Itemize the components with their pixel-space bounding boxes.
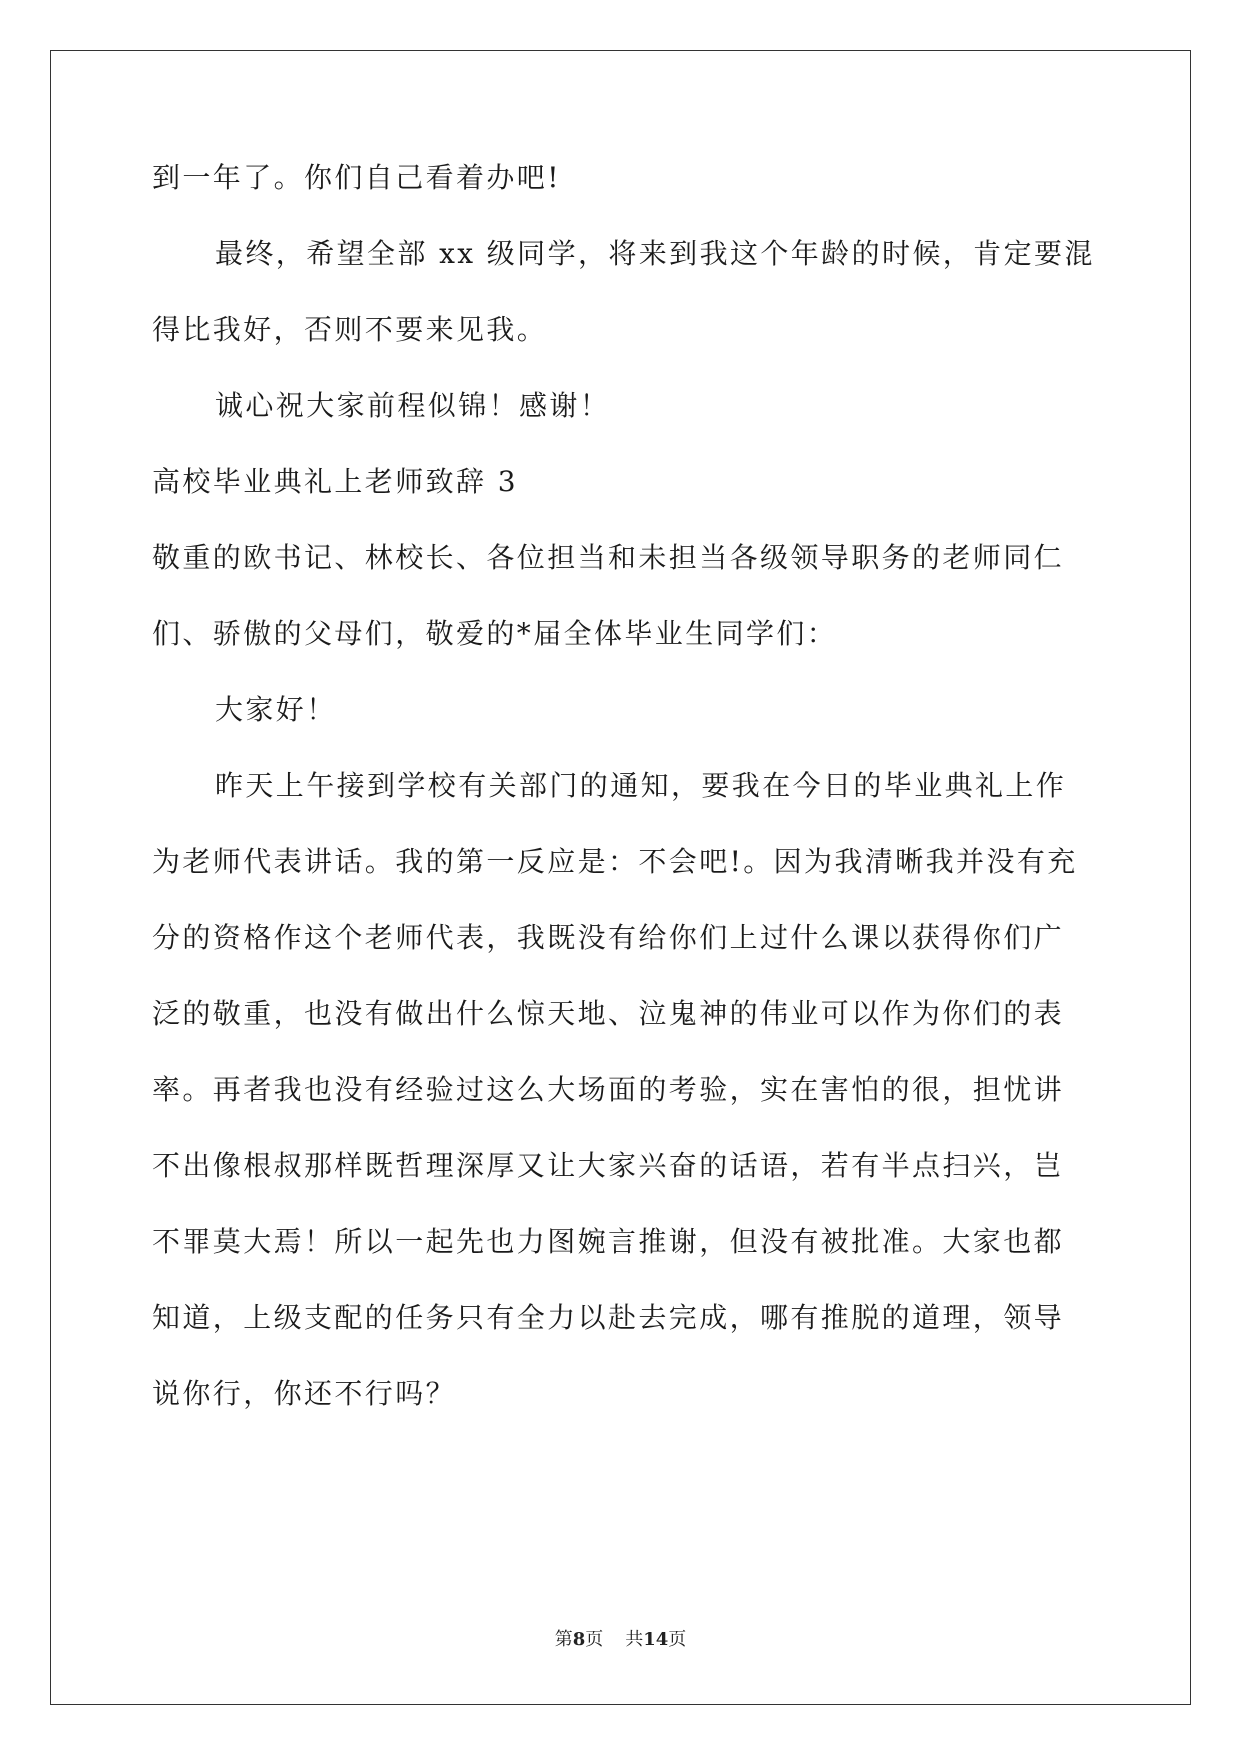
text-line: 到一年了。你们自己看着办吧! (152, 161, 561, 194)
paragraph-start: 昨天上午接到学校有关部门的通知，要我在今日的毕业典礼上作 (215, 769, 1067, 802)
text-line: 为老师代表讲话。我的第一反应是：不会吧!。因为我清晰我并没有充 (152, 845, 1078, 878)
text-line: 知道，上级支配的任务只有全力以赴去完成，哪有推脱的道理，领导 (152, 1301, 1065, 1334)
text-line: 不出像根叔那样既哲理深厚又让大家兴奋的话语，若有半点扫兴，岂 (152, 1149, 1065, 1182)
text-line: 得比我好，否则不要来见我。 (152, 313, 548, 346)
page-footer (0, 1628, 1241, 1652)
salutation-line: 们、骄傲的父母们，敬爱的*届全体毕业生同学们： (152, 617, 838, 650)
total-unit: 页 (668, 1629, 687, 1650)
text-line: 说你行，你还不行吗？ (152, 1377, 457, 1410)
greeting: 大家好！ (215, 693, 337, 726)
section-heading: 高校毕业典礼上老师致辞 3 (152, 465, 518, 498)
total-prefix: 共 (625, 1629, 644, 1650)
page-total: 14 (643, 1629, 669, 1650)
text-line: 分的资格作这个老师代表，我既没有给你们上过什么课以获得你们广 (152, 921, 1065, 954)
text-line: 泛的敬重，也没有做出什么惊天地、泣鬼神的伟业可以作为你们的表 (152, 997, 1065, 1030)
paragraph-start: 最终，希望全部 xx 级同学，将来到我这个年龄的时候，肯定要混 (215, 237, 1095, 270)
page-number: 8 (572, 1629, 586, 1650)
paragraph-start: 诚心祝大家前程似锦！感谢！ (215, 389, 611, 422)
text-line: 不罪莫大焉！所以一起先也力图婉言推谢，但没有被批准。大家也都 (152, 1225, 1065, 1258)
text-line: 率。再者我也没有经验过这么大场面的考验，实在害怕的很，担忧讲 (152, 1073, 1065, 1106)
page-prefix: 第 (554, 1629, 573, 1650)
page-unit: 页 (585, 1629, 604, 1650)
salutation-line: 敬重的欧书记、林校长、各位担当和未担当各级领导职务的老师同仁 (152, 541, 1065, 574)
